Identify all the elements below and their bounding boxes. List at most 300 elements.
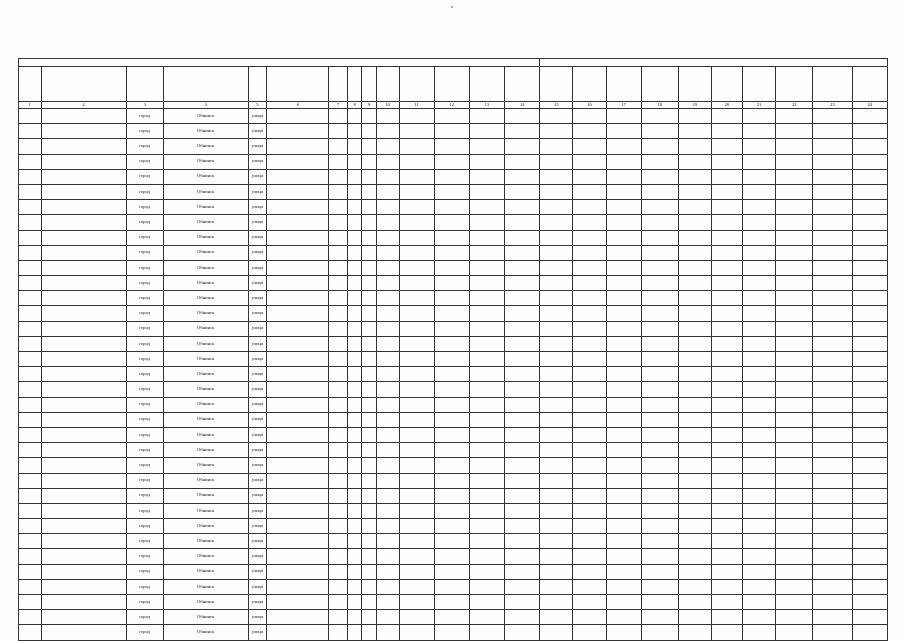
table-cell: [41, 443, 126, 458]
table-cell: [852, 321, 887, 336]
table-cell: [376, 503, 399, 518]
table-cell: [505, 200, 540, 215]
table-cell: улица: [248, 184, 267, 199]
table-cell: [573, 503, 606, 518]
table-cell: [362, 169, 376, 184]
table-cell: [540, 184, 573, 199]
table-cell: [469, 139, 504, 154]
table-cell: [41, 321, 126, 336]
table-cell: [641, 260, 678, 275]
table-row: [19, 443, 888, 458]
table-cell: город: [126, 367, 163, 382]
table-row: [19, 352, 888, 367]
table-cell: [329, 200, 348, 215]
table-cell: [434, 336, 469, 351]
table-cell: [41, 473, 126, 488]
table-cell: [399, 245, 434, 260]
table-cell: [434, 382, 469, 397]
table-cell: [41, 276, 126, 291]
table-cell: [852, 154, 887, 169]
table-cell: Обнинск: [163, 215, 248, 230]
table-cell: [347, 382, 361, 397]
table-cell: [469, 595, 504, 610]
table-cell: город: [126, 534, 163, 549]
table-cell: [329, 321, 348, 336]
table-cell: [19, 139, 42, 154]
table-cell: [347, 245, 361, 260]
table-cell: [362, 260, 376, 275]
table-cell: [376, 291, 399, 306]
table-cell: [711, 276, 742, 291]
table-cell: [813, 109, 852, 124]
table-cell: [678, 291, 711, 306]
table-cell: [711, 488, 742, 503]
table-cell: [711, 291, 742, 306]
table-cell: [19, 276, 42, 291]
table-cell: [399, 610, 434, 625]
table-cell: [267, 595, 329, 610]
table-cell: [399, 306, 434, 321]
table-cell: [540, 352, 573, 367]
table-cell: [606, 321, 641, 336]
table-cell: [329, 427, 348, 442]
table-cell: [678, 109, 711, 124]
table-cell: улица: [248, 382, 267, 397]
table-cell: [329, 352, 348, 367]
table-cell: [347, 473, 361, 488]
table-cell: [678, 549, 711, 564]
table-row: [19, 367, 888, 382]
table-cell: [347, 595, 361, 610]
column-number: 18: [641, 102, 678, 109]
table-cell: [573, 184, 606, 199]
column-number: 19: [678, 102, 711, 109]
table-cell: [19, 382, 42, 397]
table-cell: [505, 458, 540, 473]
group-header-left: [19, 59, 540, 67]
table-cell: улица: [248, 169, 267, 184]
table-cell: [540, 169, 573, 184]
column-header: [434, 67, 469, 102]
table-cell: улица: [248, 230, 267, 245]
table-cell: [776, 336, 813, 351]
table-cell: [540, 245, 573, 260]
table-cell: [376, 276, 399, 291]
table-cell: [329, 534, 348, 549]
table-cell: Обнинск: [163, 625, 248, 640]
table-cell: [505, 549, 540, 564]
table-cell: [711, 412, 742, 427]
table-cell: [852, 200, 887, 215]
table-cell: [41, 352, 126, 367]
table-cell: [573, 549, 606, 564]
table-cell: [329, 139, 348, 154]
table-cell: [540, 306, 573, 321]
table-cell: [540, 595, 573, 610]
table-cell: [776, 184, 813, 199]
table-cell: [641, 367, 678, 382]
table-cell: [573, 443, 606, 458]
table-cell: улица: [248, 579, 267, 594]
table-cell: [678, 625, 711, 640]
table-cell: [19, 260, 42, 275]
table-cell: [434, 139, 469, 154]
table-cell: [641, 427, 678, 442]
table-cell: Обнинск: [163, 276, 248, 291]
table-cell: [362, 109, 376, 124]
table-cell: [376, 184, 399, 199]
table-cell: [267, 610, 329, 625]
table-cell: улица: [248, 397, 267, 412]
table-cell: [267, 109, 329, 124]
table-cell: [505, 443, 540, 458]
table-cell: [362, 230, 376, 245]
table-cell: [505, 291, 540, 306]
column-header: [163, 67, 248, 102]
table-cell: [376, 139, 399, 154]
table-cell: [852, 625, 887, 640]
table-row: [19, 564, 888, 579]
table-cell: город: [126, 154, 163, 169]
column-header: [469, 67, 504, 102]
table-cell: [678, 321, 711, 336]
table-cell: [399, 169, 434, 184]
table-cell: [606, 534, 641, 549]
table-cell: [434, 443, 469, 458]
table-cell: [540, 382, 573, 397]
table-cell: [362, 579, 376, 594]
table-cell: [329, 154, 348, 169]
table-cell: [678, 367, 711, 382]
table-cell: [641, 291, 678, 306]
table-cell: [606, 382, 641, 397]
table-cell: [606, 595, 641, 610]
table-cell: [362, 458, 376, 473]
column-number: 2: [41, 102, 126, 109]
table-cell: [399, 549, 434, 564]
table-cell: [573, 579, 606, 594]
table-cell: [776, 397, 813, 412]
table-row: [19, 215, 888, 230]
table-cell: [678, 215, 711, 230]
table-cell: [606, 154, 641, 169]
table-cell: [347, 124, 361, 139]
table-cell: [434, 534, 469, 549]
table-cell: [678, 534, 711, 549]
table-cell: [678, 245, 711, 260]
table-cell: [376, 427, 399, 442]
table-row: [19, 625, 888, 640]
table-cell: [573, 534, 606, 549]
table-cell: [852, 473, 887, 488]
table-cell: [469, 610, 504, 625]
table-cell: улица: [248, 124, 267, 139]
table-cell: [399, 184, 434, 199]
table-cell: [434, 154, 469, 169]
table-cell: [267, 291, 329, 306]
table-cell: [641, 473, 678, 488]
table-cell: [606, 488, 641, 503]
table-cell: [469, 321, 504, 336]
table-cell: [376, 230, 399, 245]
table-cell: [347, 321, 361, 336]
table-cell: [743, 595, 776, 610]
table-cell: [434, 412, 469, 427]
table-cell: [573, 215, 606, 230]
table-cell: город: [126, 321, 163, 336]
table-cell: [362, 276, 376, 291]
table-cell: [678, 412, 711, 427]
table-cell: [469, 276, 504, 291]
table-cell: [678, 519, 711, 534]
table-cell: [776, 412, 813, 427]
table-cell: [399, 260, 434, 275]
table-cell: город: [126, 169, 163, 184]
table-cell: [852, 291, 887, 306]
table-cell: город: [126, 610, 163, 625]
table-cell: [606, 519, 641, 534]
table-cell: [852, 276, 887, 291]
table-cell: [347, 534, 361, 549]
table-cell: город: [126, 291, 163, 306]
table-cell: [469, 200, 504, 215]
table-cell: [505, 503, 540, 518]
table-cell: [711, 352, 742, 367]
table-cell: [19, 412, 42, 427]
table-cell: [329, 124, 348, 139]
table-cell: [813, 352, 852, 367]
table-cell: Обнинск: [163, 109, 248, 124]
table-cell: улица: [248, 291, 267, 306]
table-cell: [678, 458, 711, 473]
table-cell: город: [126, 397, 163, 412]
table-cell: [711, 184, 742, 199]
table-cell: [813, 184, 852, 199]
table-cell: [41, 564, 126, 579]
table-cell: [434, 488, 469, 503]
table-cell: Обнинск: [163, 291, 248, 306]
table-cell: [434, 245, 469, 260]
column-header: [852, 67, 887, 102]
table-cell: [678, 488, 711, 503]
table-cell: улица: [248, 367, 267, 382]
table-cell: [434, 519, 469, 534]
table-cell: [813, 139, 852, 154]
table-cell: [743, 306, 776, 321]
table-cell: [711, 169, 742, 184]
table-cell: [678, 260, 711, 275]
table-cell: [606, 260, 641, 275]
table-cell: [469, 443, 504, 458]
table-cell: [434, 291, 469, 306]
table-cell: [711, 458, 742, 473]
table-cell: [505, 276, 540, 291]
table-cell: [678, 503, 711, 518]
table-cell: [813, 124, 852, 139]
table-cell: [41, 215, 126, 230]
table-cell: [678, 579, 711, 594]
table-cell: [505, 427, 540, 442]
table-cell: [362, 184, 376, 199]
table-cell: [776, 610, 813, 625]
table-cell: [376, 154, 399, 169]
table-cell: Обнинск: [163, 230, 248, 245]
table-cell: [776, 473, 813, 488]
table-cell: [606, 503, 641, 518]
table-cell: [362, 549, 376, 564]
table-cell: [606, 200, 641, 215]
table-cell: [743, 549, 776, 564]
table-cell: [267, 488, 329, 503]
table-cell: [776, 458, 813, 473]
table-cell: [19, 367, 42, 382]
table-cell: [347, 488, 361, 503]
table-cell: [399, 443, 434, 458]
table-cell: [573, 109, 606, 124]
table-cell: [469, 458, 504, 473]
table-cell: [399, 276, 434, 291]
table-cell: [434, 230, 469, 245]
table-cell: [743, 412, 776, 427]
table-cell: [505, 336, 540, 351]
table-cell: [41, 412, 126, 427]
table-cell: улица: [248, 473, 267, 488]
table-cell: [606, 412, 641, 427]
table-cell: [376, 564, 399, 579]
table-cell: [267, 154, 329, 169]
table-row: [19, 109, 888, 124]
table-cell: [399, 534, 434, 549]
column-number: 1: [19, 102, 42, 109]
table-cell: [641, 352, 678, 367]
table-cell: [362, 564, 376, 579]
table-cell: [399, 427, 434, 442]
table-cell: [399, 367, 434, 382]
table-cell: [678, 595, 711, 610]
table-cell: [399, 579, 434, 594]
column-header: [248, 67, 267, 102]
table-cell: город: [126, 260, 163, 275]
table-cell: [362, 503, 376, 518]
table-cell: [434, 200, 469, 215]
table-cell: [347, 579, 361, 594]
table-cell: [743, 367, 776, 382]
table-cell: [776, 321, 813, 336]
table-cell: [743, 488, 776, 503]
table-cell: Обнинск: [163, 184, 248, 199]
table-cell: [540, 367, 573, 382]
table-cell: [813, 336, 852, 351]
table-cell: [376, 579, 399, 594]
table-cell: [776, 519, 813, 534]
column-number: 15: [540, 102, 573, 109]
table-cell: [399, 336, 434, 351]
table-cell: [776, 352, 813, 367]
table-cell: [573, 488, 606, 503]
table-cell: [41, 230, 126, 245]
table-cell: [376, 352, 399, 367]
table-cell: [434, 564, 469, 579]
table-cell: [267, 336, 329, 351]
table-cell: [19, 458, 42, 473]
table-cell: [606, 291, 641, 306]
table-row: [19, 427, 888, 442]
table-cell: [711, 534, 742, 549]
table-cell: [469, 260, 504, 275]
column-header: [41, 67, 126, 102]
table-cell: [813, 458, 852, 473]
table-cell: [376, 260, 399, 275]
table-cell: [399, 595, 434, 610]
table-cell: [678, 352, 711, 367]
column-header: [743, 67, 776, 102]
table-cell: [641, 124, 678, 139]
column-header: [776, 67, 813, 102]
table-cell: [743, 139, 776, 154]
table-row: [19, 184, 888, 199]
table-cell: [743, 276, 776, 291]
table-cell: [376, 169, 399, 184]
table-cell: [743, 109, 776, 124]
table-cell: [852, 427, 887, 442]
table-cell: [813, 595, 852, 610]
table-cell: [434, 427, 469, 442]
table-cell: [362, 367, 376, 382]
table-cell: [469, 169, 504, 184]
table-cell: [41, 610, 126, 625]
table-cell: [347, 184, 361, 199]
table-row: [19, 519, 888, 534]
column-number: 23: [813, 102, 852, 109]
table-cell: [505, 260, 540, 275]
table-cell: [641, 579, 678, 594]
table-cell: [19, 473, 42, 488]
table-cell: [329, 503, 348, 518]
table-cell: [362, 321, 376, 336]
table-row: [19, 230, 888, 245]
table-cell: [743, 124, 776, 139]
table-cell: [813, 519, 852, 534]
table-cell: город: [126, 564, 163, 579]
table-cell: [347, 549, 361, 564]
table-cell: [347, 230, 361, 245]
column-header: [399, 67, 434, 102]
table-cell: [434, 109, 469, 124]
table-cell: [376, 595, 399, 610]
table-cell: [267, 473, 329, 488]
table-cell: [399, 519, 434, 534]
table-cell: [711, 503, 742, 518]
table-cell: [41, 200, 126, 215]
table-cell: [743, 260, 776, 275]
table-cell: [813, 488, 852, 503]
column-header: [329, 67, 348, 102]
table-cell: [267, 169, 329, 184]
table-cell: улица: [248, 595, 267, 610]
table-cell: [434, 458, 469, 473]
table-cell: [776, 382, 813, 397]
table-cell: город: [126, 412, 163, 427]
table-cell: [573, 367, 606, 382]
table-cell: [813, 610, 852, 625]
column-header: [126, 67, 163, 102]
table-cell: [329, 443, 348, 458]
table-cell: [573, 564, 606, 579]
table-cell: [505, 321, 540, 336]
table-cell: [743, 519, 776, 534]
table-cell: [41, 260, 126, 275]
table-cell: улица: [248, 276, 267, 291]
